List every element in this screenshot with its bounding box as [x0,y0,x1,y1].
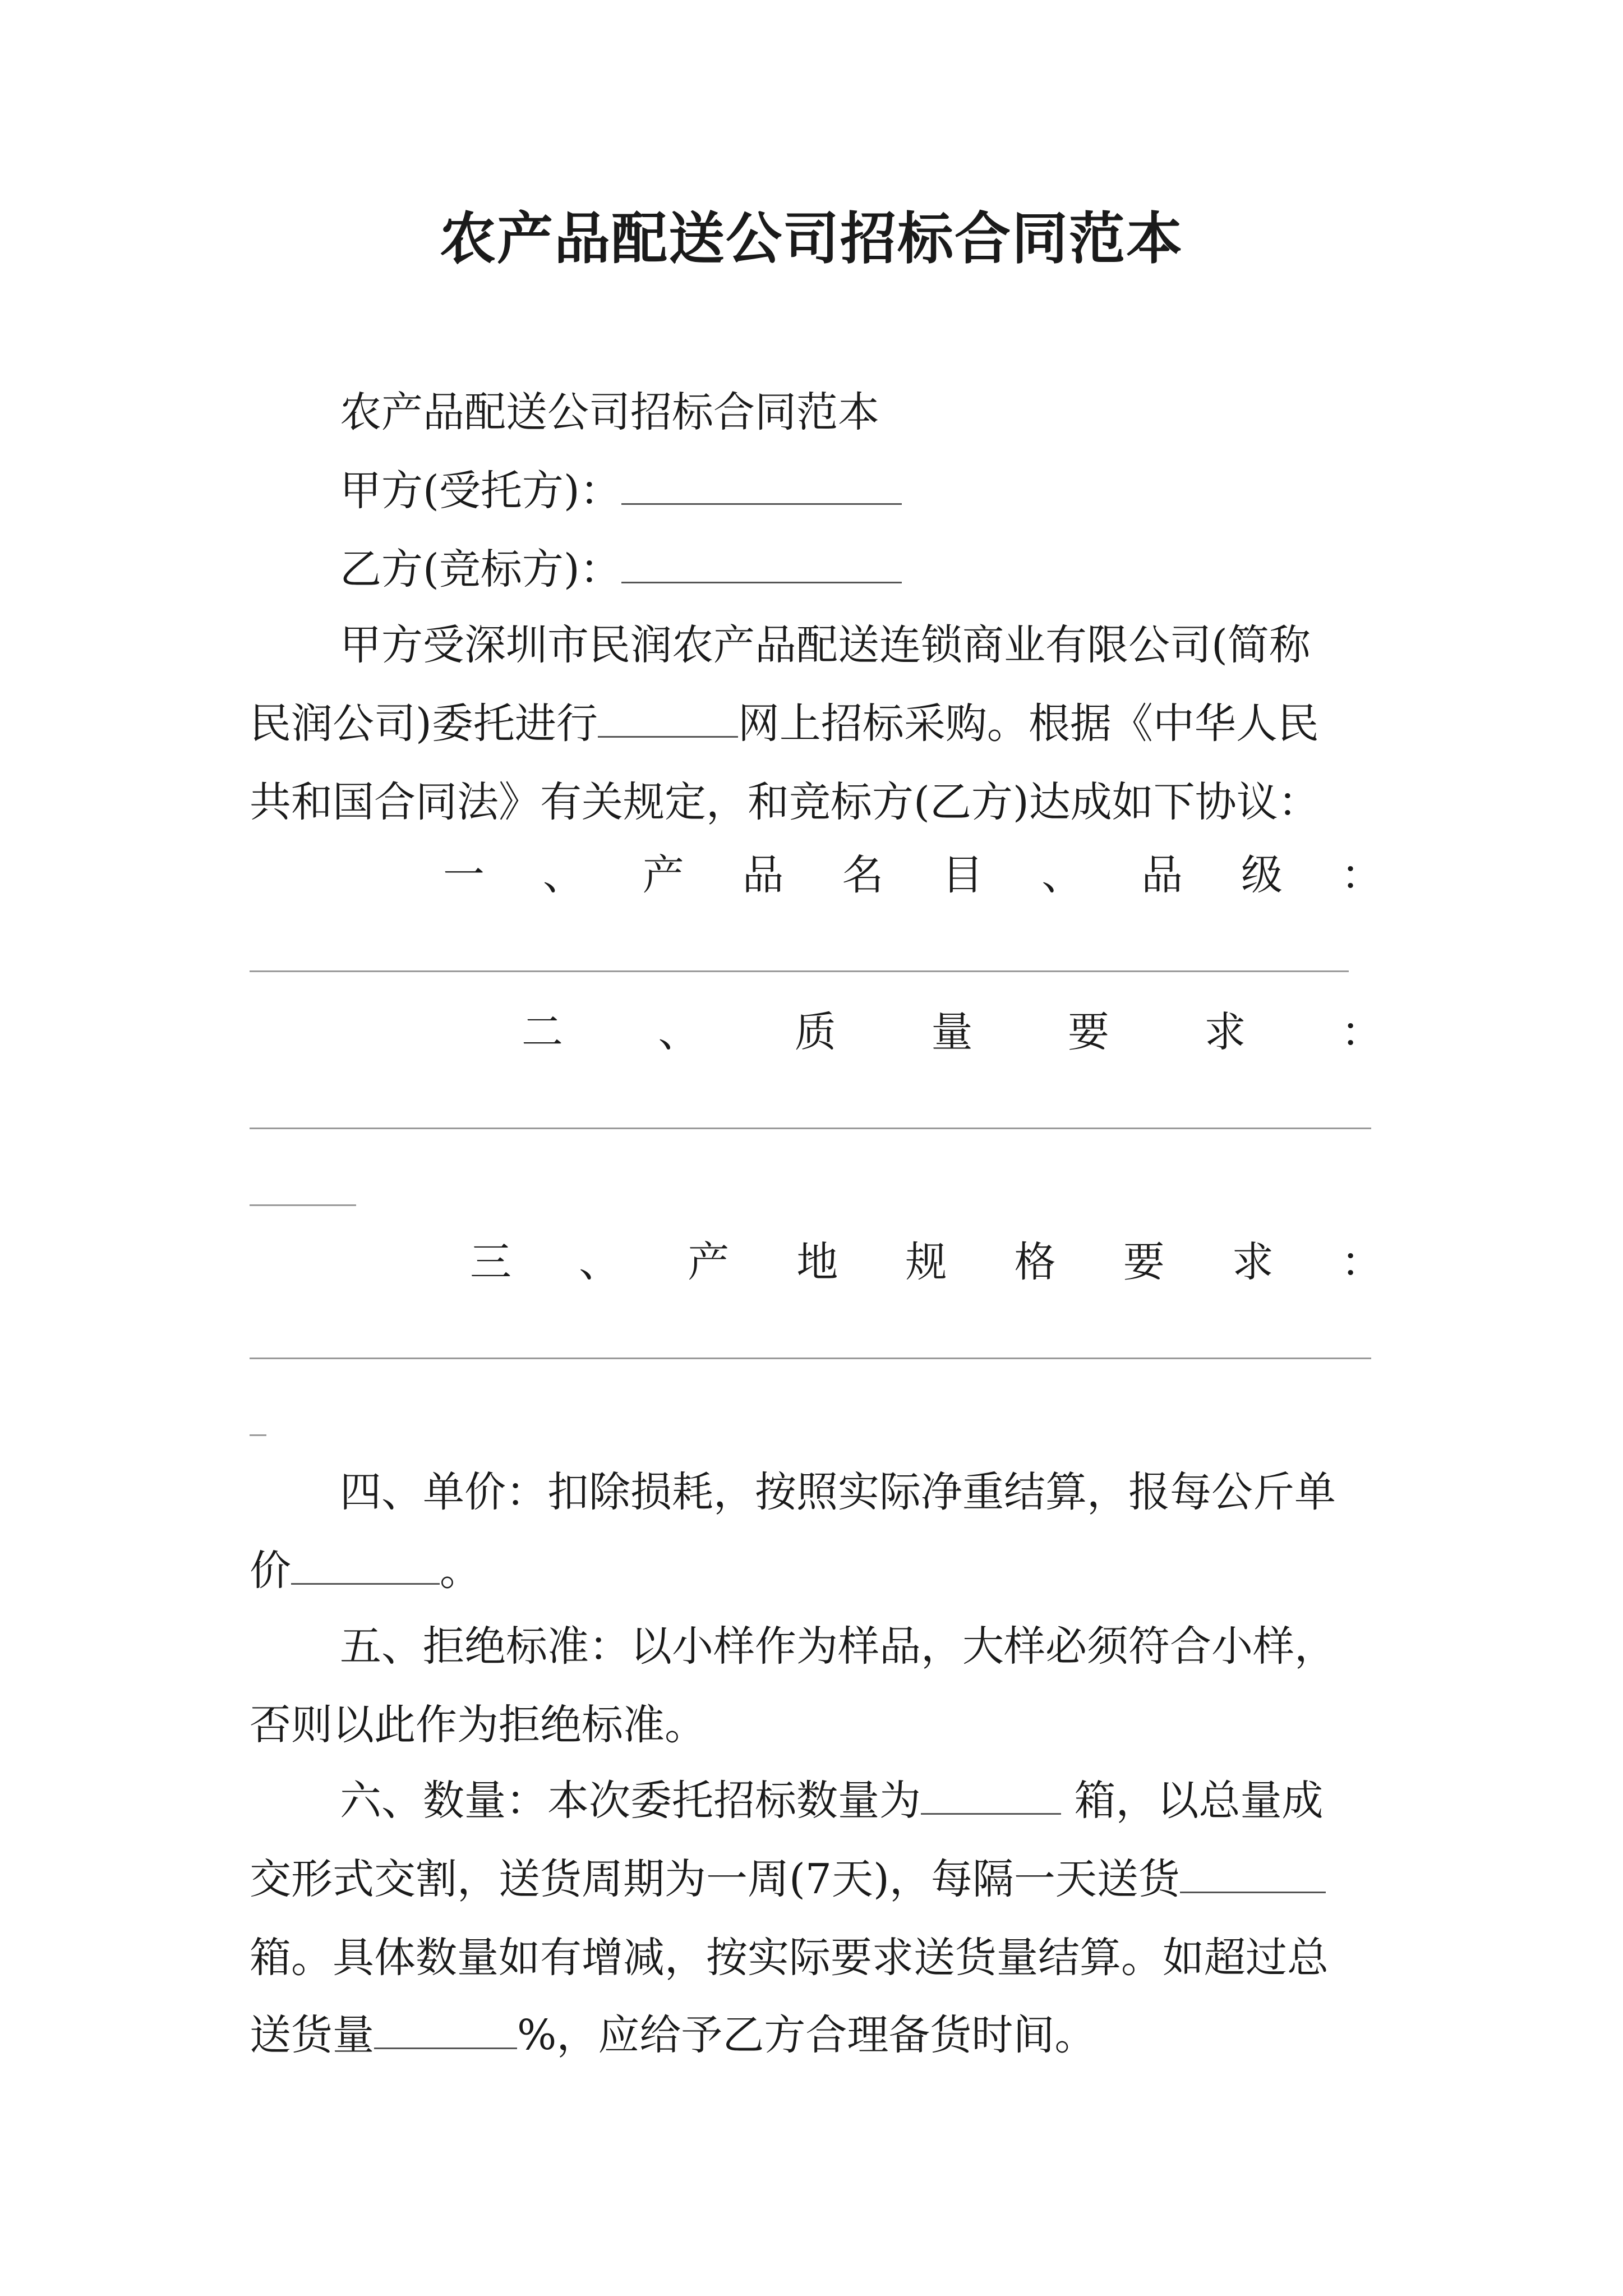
s3-char: 地 [796,1238,838,1286]
s1-char: 品 [742,851,784,899]
section-2-heading [522,1004,1382,1060]
party-b-line [340,541,1382,597]
section-1-heading [443,847,1382,903]
s1-char: 名 [842,851,884,899]
s2-char: ： [1341,1008,1382,1056]
quantity-label: 六、数量：本次委托招标数量为 [340,1777,921,1825]
party-b-blank [621,545,902,583]
section-3-fill-line [250,1358,1371,1359]
section-6-line-4 [250,2007,1382,2063]
document-name-line: 农产品配送公司招标合同范本 [340,388,879,436]
unit-price-blank [291,1546,440,1585]
section-6-line-2 [250,1851,1382,1907]
s3-char: 要 [1123,1238,1165,1286]
s3-char: ： [1341,1238,1382,1286]
excess-label: 送货量 [250,2011,374,2059]
s2-char: 要 [1068,1008,1109,1056]
s1-char: 品 [1141,851,1183,899]
excess-percent-blank [374,2010,517,2049]
s2-char: 、 [658,1008,700,1056]
section-1-fill-line [250,970,1349,972]
s1-char: 产 [642,851,684,899]
s2-char: 二 [522,1008,563,1056]
s1-char: 级 [1241,851,1283,899]
unit-price-label: 价 [250,1547,291,1595]
party-a-blank [621,466,902,505]
s3-char: 格 [1014,1238,1056,1286]
s3-char: 求 [1232,1238,1274,1286]
section-4-line-1: 四、单价：扣除损耗，按照实际净重结算，报每公斤单 [340,1468,1336,1516]
quantity-blank [921,1776,1061,1815]
document-title: 农产品配送公司招标合同范本 [440,205,1183,272]
s3-char: 规 [905,1238,947,1286]
intro-line-1: 甲方受深圳市民润农产品配送连锁商业有限公司(简称 [340,621,1311,669]
s1-char: 、 [1041,851,1083,899]
s1-char: 一 [443,851,485,899]
s1-char: ： [1340,851,1382,899]
quantity-end: 箱，以总量成 [1061,1777,1324,1825]
s2-char: 质 [795,1008,836,1056]
unit-price-end: 。 [440,1547,481,1595]
s3-char: 、 [579,1238,621,1286]
party-a-label: 甲方(受托方)： [340,467,621,515]
party-b-label: 乙方(竞标方)： [340,545,621,593]
section-2-fill-line [250,1128,1371,1129]
section-5-line-1: 五、拒绝标准：以小样作为样品，大样必须符合小样， [340,1622,1336,1671]
s2-char: 求 [1204,1008,1246,1056]
project-blank [598,699,738,738]
section-2-fill-line-short [250,1204,356,1206]
party-a-line [340,463,1382,519]
intro-line-2-start: 民润公司)委托进行 [250,700,598,748]
intro-line-3: 共和国合同法》有关规定，和竞标方(乙方)达成如下协议： [250,778,1320,826]
section-3-heading [470,1234,1382,1290]
excess-end: %，应给予乙方合理备货时间。 [517,2011,1096,2059]
delivery-cycle-text: 交形式交割，送货周期为一周(7天)，每隔一天送货 [250,1855,1180,1903]
section-4-line-2 [250,1543,1382,1599]
intro-line-2-end: 网上招标采购。根据《中华人民 [737,700,1319,748]
section-3-fill-line-short [250,1434,266,1436]
s1-char: 、 [542,851,584,899]
s3-char: 产 [688,1238,730,1286]
s3-char: 三 [470,1238,511,1286]
section-6-line-3: 箱。具体数量如有增减，按实际要求送货量结算。如超过总 [250,1934,1329,1982]
delivery-quantity-blank [1180,1855,1326,1893]
section-5-line-2: 否则以此作为拒绝标准。 [250,1701,706,1749]
intro-line-2 [250,696,1382,752]
s2-char: 量 [931,1008,973,1056]
section-6-line-1 [340,1773,1382,1829]
s1-char: 目 [942,851,984,899]
